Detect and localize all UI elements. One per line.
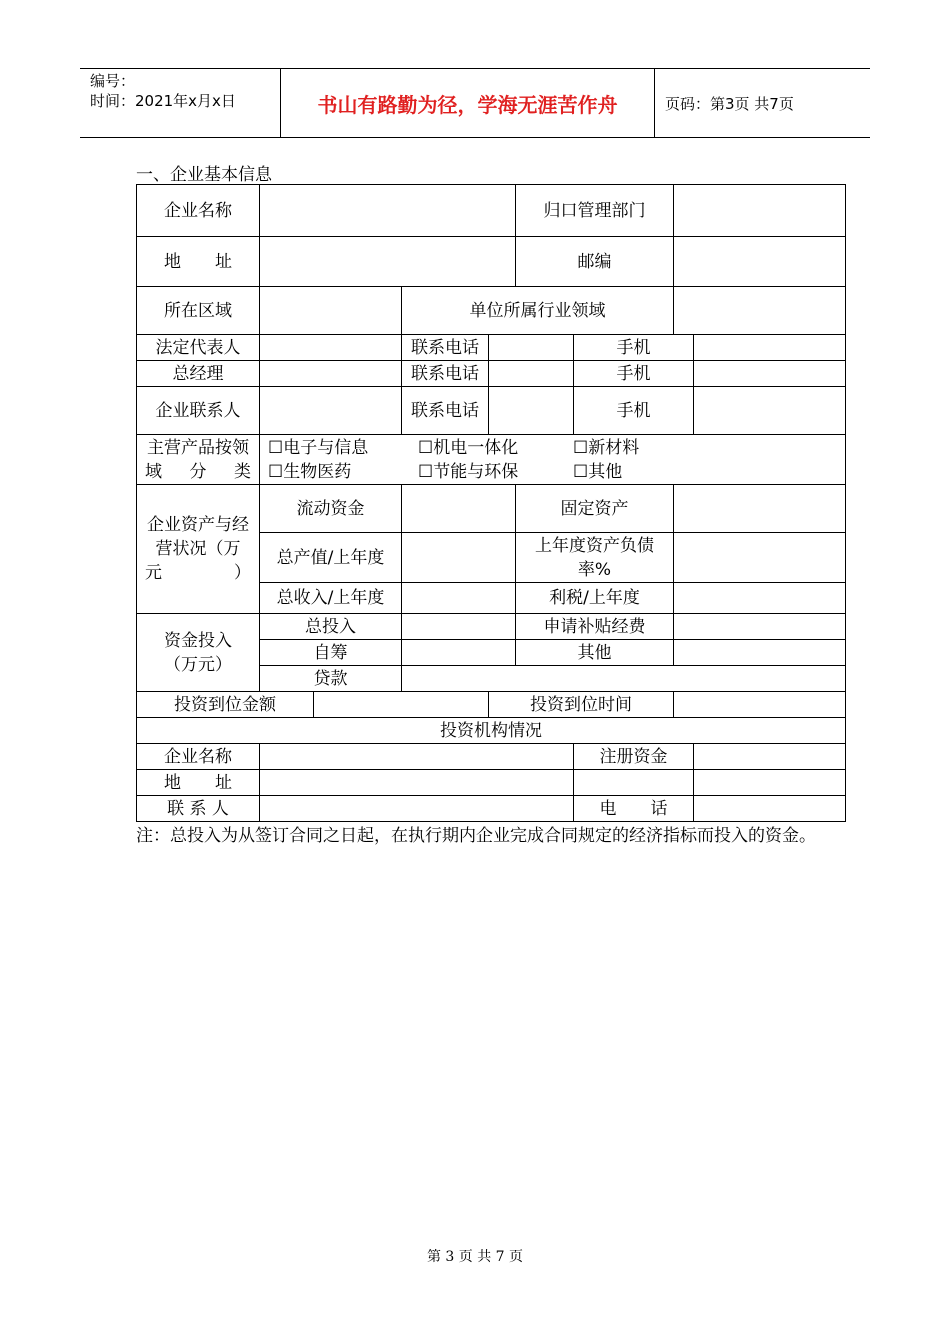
number-label: 编号： (90, 72, 136, 90)
label-region: 所在区域 (137, 287, 260, 335)
label-reg-capital: 注册资金 (574, 744, 694, 770)
field-total-invest[interactable] (402, 614, 516, 640)
field-postcode[interactable] (674, 237, 846, 287)
label-output: 总产值/上年度 (260, 533, 402, 583)
field-legal-rep[interactable] (260, 335, 402, 361)
field-address[interactable] (260, 237, 516, 287)
field-revenue[interactable] (402, 583, 516, 614)
label-legal-rep-phone: 联系电话 (402, 335, 489, 361)
label-institution: 投资机构情况 (137, 718, 846, 744)
field-legal-rep-mobile[interactable] (694, 335, 846, 361)
field-inst-address-extra2[interactable] (694, 770, 846, 796)
field-inst-contact[interactable] (260, 796, 574, 822)
field-inst-address-extra[interactable] (574, 770, 694, 796)
label-invested-amount: 投资到位金额 (137, 692, 314, 718)
field-invested-amount[interactable] (314, 692, 489, 718)
label-legal-rep-mobile: 手机 (574, 335, 694, 361)
field-gm-phone[interactable] (489, 361, 574, 387)
label-contact: 企业联系人 (137, 387, 260, 435)
field-inst-phone[interactable] (694, 796, 846, 822)
field-fixed-assets[interactable] (674, 485, 846, 533)
field-other-funds[interactable] (674, 640, 846, 666)
field-invested-time[interactable] (674, 692, 846, 718)
product-category-options (260, 435, 846, 485)
label-invested-time: 投资到位时间 (489, 692, 674, 718)
field-self-raised[interactable] (402, 640, 516, 666)
header-meta (80, 69, 280, 137)
field-company-name[interactable] (260, 185, 516, 237)
field-contact-mobile[interactable] (694, 387, 846, 435)
label-company-name: 企业名称 (137, 185, 260, 237)
field-contact[interactable] (260, 387, 402, 435)
field-debt-ratio[interactable] (674, 533, 846, 583)
field-mgmt-dept[interactable] (674, 185, 846, 237)
field-subsidy[interactable] (674, 614, 846, 640)
label-current-assets: 流动资金 (260, 485, 402, 533)
label-inst-phone: 电 话 (574, 796, 694, 822)
field-legal-rep-phone[interactable] (489, 335, 574, 361)
label-fixed-assets: 固定资产 (516, 485, 674, 533)
label-debt-ratio: 上年度资产负债率% (516, 533, 674, 583)
page-footer: 第 3 页 共 7 页 (426, 1249, 524, 1265)
field-profit-tax[interactable] (674, 583, 846, 614)
page-header (80, 68, 870, 138)
footnote: 注：总投入为从签订合同之日起，在执行期内企业完成合同规定的经济指标而投入的资金。 (136, 826, 816, 846)
field-inst-name[interactable] (260, 744, 574, 770)
field-current-assets[interactable] (402, 485, 516, 533)
label-inst-contact: 联 系 人 (137, 796, 260, 822)
label-contact-mobile: 手机 (574, 387, 694, 435)
field-region[interactable] (260, 287, 402, 335)
checkbox-biomedicine[interactable]: ☐生物医药 (268, 461, 352, 482)
label-subsidy: 申请补贴经费 (516, 614, 674, 640)
label-gm-phone: 联系电话 (402, 361, 489, 387)
checkbox-new-materials[interactable]: ☐新材料 (573, 437, 640, 458)
enterprise-info-table (136, 184, 846, 822)
label-contact-phone: 联系电话 (402, 387, 489, 435)
label-industry: 单位所属行业领域 (402, 287, 674, 335)
field-loan[interactable] (402, 666, 846, 692)
label-revenue: 总收入/上年度 (260, 583, 402, 614)
label-inst-name: 企业名称 (137, 744, 260, 770)
checkbox-mechatronics[interactable]: ☐机电一体化 (418, 437, 519, 458)
header-page-info: 页码：第3页 共7页 (665, 94, 794, 113)
label-other-funds: 其他 (516, 640, 674, 666)
label-product-category: 主营产品按领域分类 (137, 435, 260, 485)
label-profit-tax: 利税/上年度 (516, 583, 674, 614)
label-loan: 贷款 (260, 666, 402, 692)
label-self-raised: 自筹 (260, 640, 402, 666)
label-total-invest: 总投入 (260, 614, 402, 640)
label-mgmt-dept: 归口管理部门 (516, 185, 674, 237)
label-gm-mobile: 手机 (574, 361, 694, 387)
field-gm-mobile[interactable] (694, 361, 846, 387)
header-motto: 书山有路勤为径，学海无涯苦作舟 (280, 69, 655, 137)
checkbox-energy-saving[interactable]: ☐节能与环保 (418, 461, 519, 482)
label-investment: 资金投入（万元） (137, 614, 260, 692)
field-inst-address[interactable] (260, 770, 574, 796)
field-industry[interactable] (674, 287, 846, 335)
field-gm[interactable] (260, 361, 402, 387)
field-reg-capital[interactable] (694, 744, 846, 770)
section-title: 一、企业基本信息 (136, 165, 272, 185)
label-inst-address: 地 址 (137, 770, 260, 796)
time-label: 时间：2021年x月x日 (90, 92, 236, 110)
field-contact-phone[interactable] (489, 387, 574, 435)
label-assets: 企业资产与经营状况（万元） (137, 485, 260, 614)
label-legal-rep: 法定代表人 (137, 335, 260, 361)
checkbox-other[interactable]: ☐其他 (573, 461, 623, 482)
field-output[interactable] (402, 533, 516, 583)
label-gm: 总经理 (137, 361, 260, 387)
label-postcode: 邮编 (516, 237, 674, 287)
label-address: 地 址 (137, 237, 260, 287)
checkbox-electronics[interactable]: ☐电子与信息 (268, 437, 369, 458)
